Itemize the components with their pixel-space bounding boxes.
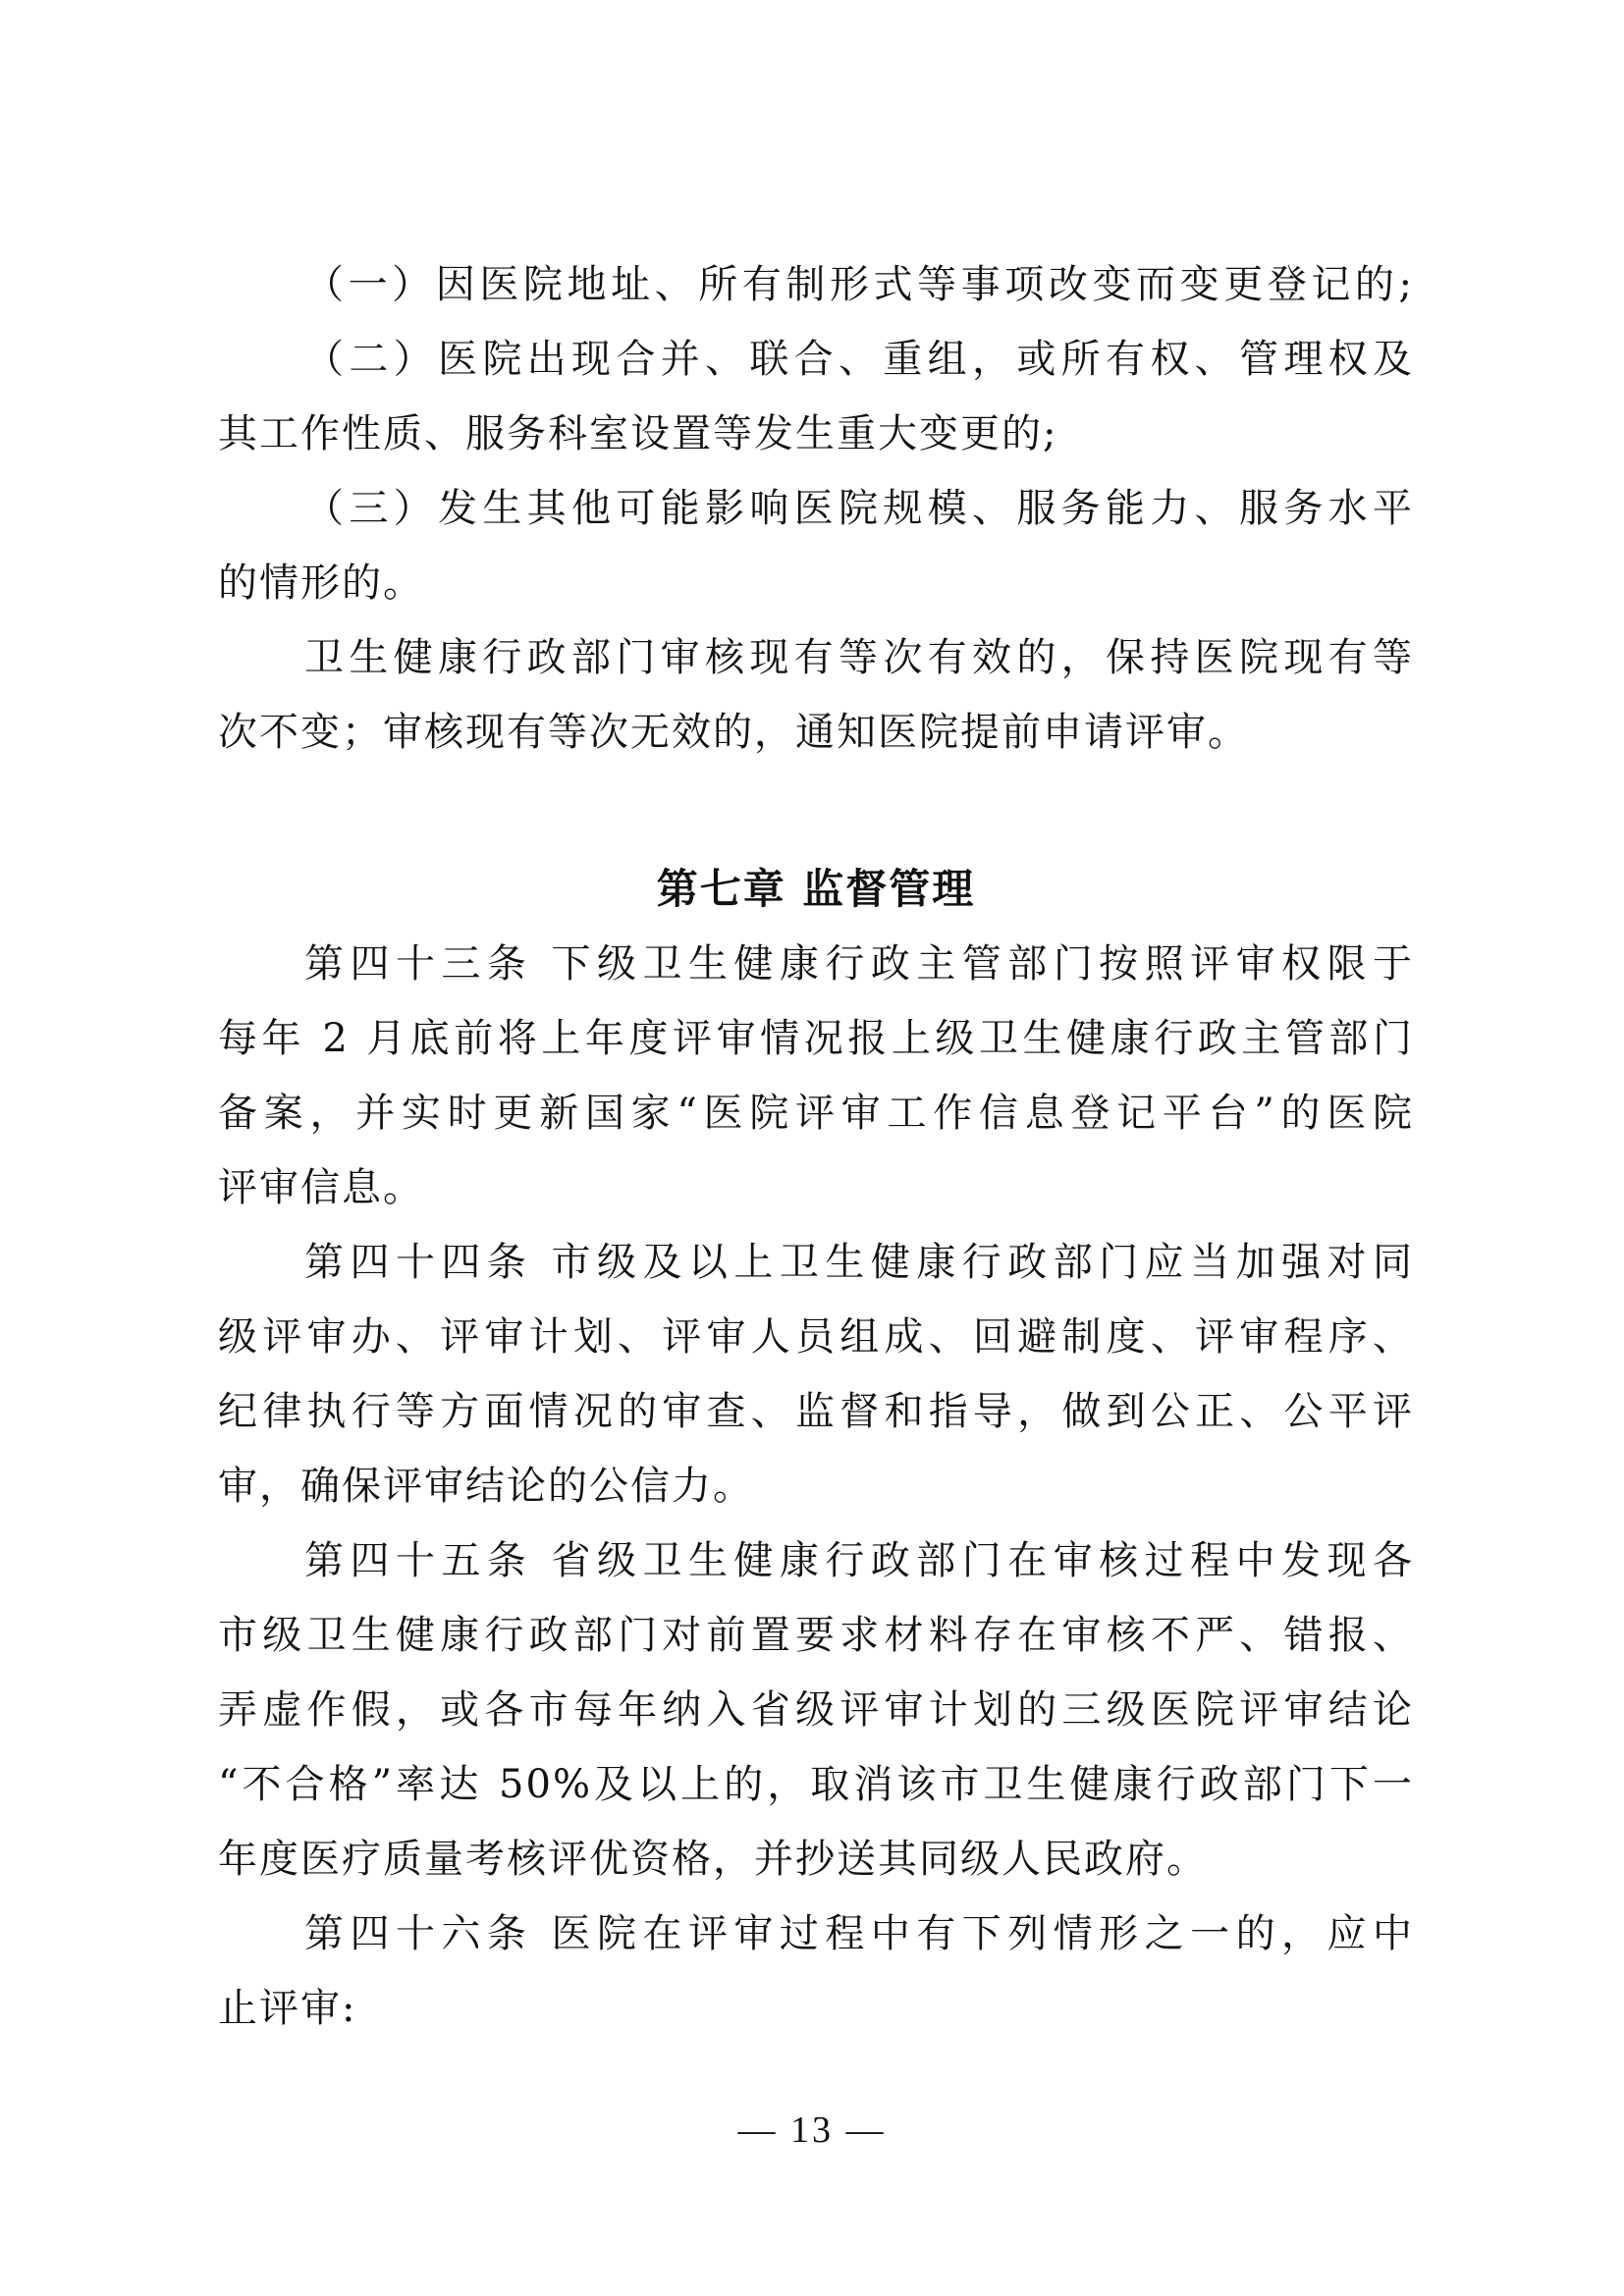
article-44-line-3: 纪律执行等方面情况的审查、监督和指导，做到公正、公平评 — [218, 1389, 1414, 1434]
chapter-title: 第七章 监督管理 — [656, 865, 976, 913]
article-46-line-2: 止评审: — [218, 1986, 357, 2031]
item-two-line-2: 其工作性质、服务科室设置等发生重大变更的; — [218, 411, 1058, 456]
article-44-line-2: 级评审办、评审计划、评审人员组成、回避制度、评审程序、 — [218, 1314, 1414, 1360]
article-43-line-1: 第四十三条 下级卫生健康行政主管部门按照评审权限于 — [304, 941, 1414, 987]
review-result-line-2: 次不变；审核现有等次无效的，通知医院提前申请评审。 — [218, 710, 1249, 755]
article-44-line-1: 第四十四条 市级及以上卫生健康行政部门应当加强对同 — [304, 1240, 1414, 1285]
article-45-line-3: 弄虚作假，或各市每年纳入省级评审计划的三级医院评审结论 — [218, 1687, 1414, 1733]
article-46-line-1: 第四十六条 医院在评审过程中有下列情形之一的，应中 — [304, 1911, 1414, 1956]
article-45-line-4: “不合格”率达 50%及以上的，取消该市卫生健康行政部门下一 — [218, 1762, 1414, 1807]
article-45-line-5: 年度医疗质量考核评优资格，并抄送其同级人民政府。 — [218, 1837, 1208, 1882]
page-number: — 13 — — [737, 2109, 887, 2151]
article-43-line-3: 备案，并实时更新国家“医院评审工作信息登记平台”的医院 — [218, 1091, 1414, 1136]
article-43-line-4: 评审信息。 — [218, 1165, 424, 1210]
article-45-line-2: 市级卫生健康行政部门对前置要求材料存在审核不严、错报、 — [218, 1613, 1414, 1658]
item-three-line-2: 的情形的。 — [218, 561, 424, 606]
item-three-line-1: （三）发生其他可能影响医院规模、服务能力、服务水平 — [304, 486, 1414, 531]
upper-content — [218, 247, 1414, 770]
article-44-line-4: 审，确保评审结论的公信力。 — [218, 1464, 754, 1509]
item-one-line: （一）因医院地址、所有制形式等事项改变而变更登记的; — [304, 262, 1414, 307]
item-two-line-1: （二）医院出现合并、联合、重组，或所有权、管理权及 — [304, 337, 1414, 382]
article-45-line-1: 第四十五条 省级卫生健康行政部门在审核过程中发现各 — [304, 1538, 1414, 1583]
review-result-line-1: 卫生健康行政部门审核现有等次有效的，保持医院现有等 — [304, 635, 1414, 680]
lower-content — [218, 927, 1414, 2046]
article-43-line-2: 每年 2 月底前将上年度评审情况报上级卫生健康行政主管部门 — [218, 1016, 1414, 1061]
